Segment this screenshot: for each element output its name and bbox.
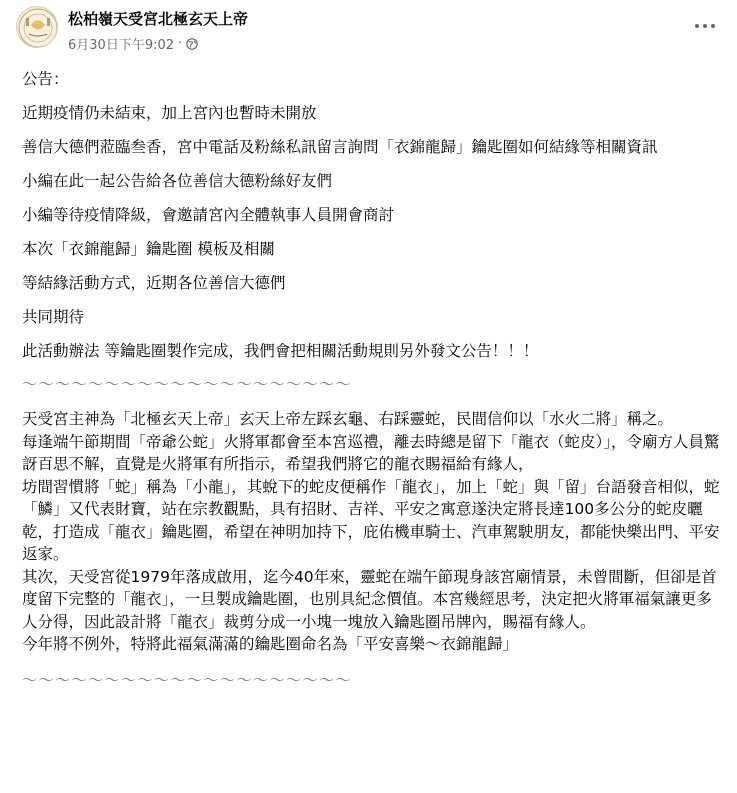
meta-separator: · [178, 36, 183, 51]
more-options-button[interactable] [687, 12, 723, 40]
tilde-divider: ～～～～～～～～～～～～～～～～～～～～ [22, 375, 353, 393]
story-paragraph: 天受宮主神為「北極玄天上帝」玄天上帝左踩玄龜、右踩靈蛇，民間信仰以「水火二將」稱之。 [22, 410, 674, 428]
tilde-divider-end: ～～～～～～～～～～～～～～～～～～～～ [22, 670, 353, 689]
page-avatar[interactable] [16, 6, 58, 48]
announcement-line: 此活動辦法 等鑰匙圈製作完成，我們會把相關活動規則另外發文公告！！！ [22, 342, 539, 360]
post-body [22, 68, 722, 704]
post-header [0, 0, 737, 62]
announcement-line: 近期疫情仍未結束，加上宮內也暫時未開放 [22, 104, 317, 122]
story-paragraph: 坊間習慣將「蛇」稱為「小龍」，其蛻下的蛇皮便稱作「龍衣」，加上「蛇」與「留」台語發音相似，蛇「鱗」又代表財寶，站在宗教觀點，具有招財、吉祥、平安之寓意遂決定將長達100多公分的蛇皮曬乾，打造成「龍衣」鑰匙圈，希望在神明加持下，庇佑機車騎士、汽車駕駛朋友，都能快樂出門、平安返家。 [22, 477, 720, 563]
announcement-line: 等結緣活動方式，近期各位善信大德們 [22, 274, 286, 292]
more-dot-icon [695, 24, 699, 28]
announcement-line: 本次「衣錦龍歸」鑰匙圈 模板及相關 [22, 240, 275, 258]
announcement-line: 公告： [22, 70, 69, 88]
post-meta [68, 34, 198, 53]
announcement-line: 小編等待疫情降級，會邀請宮內全體執事人員開會商討 [22, 206, 395, 224]
post-timestamp[interactable]: 6月30日下午9:02 [68, 38, 175, 53]
globe-icon[interactable] [186, 38, 198, 50]
story-paragraph: 今年將不例外，特將此福氣滿滿的鑰匙圈命名為「平安喜樂～衣錦龍歸」 [22, 635, 519, 653]
page-name[interactable]: 松柏嶺天受宮北極玄天上帝 [68, 10, 249, 28]
more-dot-icon [711, 24, 715, 28]
announcement-line: 善信大德們蒞臨叁香，宮中電話及粉絲私訊留言詢問「衣錦龍歸」鑰匙圈如何結緣等相關資訊 [22, 138, 658, 156]
temple-seal-icon [17, 7, 58, 48]
announcement-line: 小編在此一起公告給各位善信大德粉絲好友們 [22, 172, 333, 190]
story-paragraph: 其次，天受宮從1979年落成啟用，迄今40年來，靈蛇在端午節現身該宮廟情景，未曾間斷，但卻是首度留下完整的「龍衣」，一旦製成鑰匙圈，也別具紀念價值。本宮幾經思考，決定把火將軍福氣讓更多人分得，因此設計將「龍衣」裁剪分成一小塊一塊放入鑰匙圈吊牌內，賜福有緣人。 [22, 567, 717, 631]
announcement-line: 共同期待 [22, 308, 85, 326]
story-paragraph: 每逢端午節期間「帝爺公蛇」火將軍都會至本宮巡禮，離去時總是留下「龍衣（蛇皮）」，令廟方人員驚訝百思不解，直覺是火將軍有所指示，希望我們將它的龍衣賜福給有緣人， [22, 432, 720, 473]
more-dot-icon [703, 24, 707, 28]
